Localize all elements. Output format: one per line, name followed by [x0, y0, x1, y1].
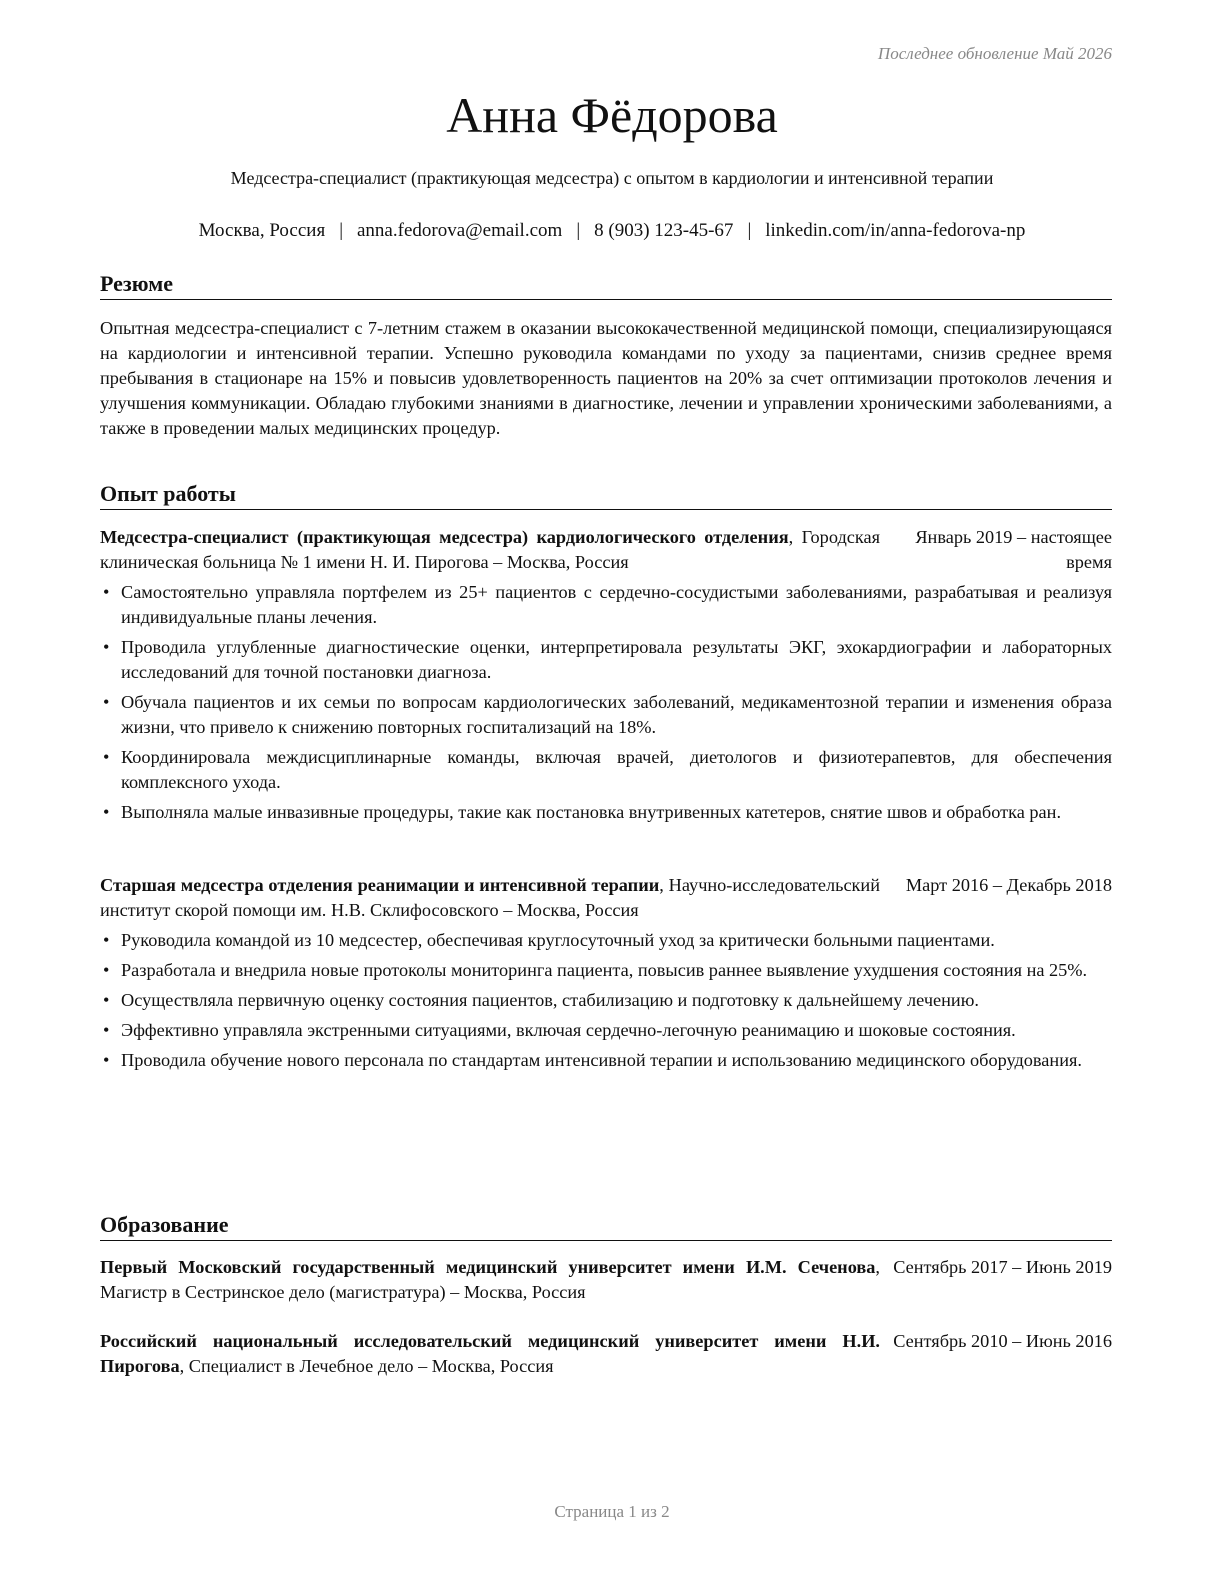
education-entry [100, 1329, 1112, 1379]
job-place: , Городская клиническая больница № 1 имени Н. И. Пирогова – Москва, Россия [100, 527, 880, 572]
experience-heading: Опыт работы [100, 480, 1112, 510]
bullet-icon: • [103, 802, 110, 822]
list-item: • Руководила командой из 10 медсестер, обеспечивая круглосуточный уход за критически больными пациентами. [100, 928, 1112, 953]
bullet-icon: • [103, 692, 110, 712]
list-item: • Осуществляла первичную оценку состояния пациентов, стабилизацию и подготовку к дальнейшему лечению. [100, 988, 1112, 1013]
list-item: • Самостоятельно управляла портфелем из 25+ пациентов с сердечно-сосудистыми заболеваниями, разрабатывая и реализуя индивидуальные планы лечения. [103, 582, 1112, 627]
school-name: Российский национальный исследовательский медицинский университет имени Н.И. Пирогова [100, 1331, 880, 1376]
school-name: Первый Московский государственный медицинский университет имени И.М. Сеченова [100, 1257, 876, 1277]
bullet-icon: • [103, 637, 110, 657]
bullet-icon: • [103, 747, 110, 767]
job-bullets [100, 580, 1112, 830]
list-item: • Разработала и внедрила новые протоколы мониторинга пациента, повысив раннее выявление ухудшения состояния на 25%. [100, 958, 1112, 983]
job-dates: Январь 2019 – настоящее время [915, 527, 1112, 572]
linkedin-link[interactable]: linkedin.com/in/anna-fedorova-np [765, 220, 1026, 241]
job-position: Старшая медсестра отделения реанимации и интенсивной терапии [100, 875, 660, 895]
email-link[interactable]: anna.fedorova@email.com [357, 220, 563, 241]
person-name: Анна Фёдорова [446, 87, 778, 143]
education-entry [100, 1255, 1112, 1305]
list-item: • Эффективно управляла экстренными ситуациями, включая сердечно-легочную реанимацию и шоковые состояния. [100, 1018, 1112, 1043]
bullet-icon: • [103, 1020, 110, 1040]
education-dates: Сентябрь 2010 – Июнь 2016 [893, 1331, 1112, 1351]
separator: | [747, 220, 752, 241]
summary-heading: Резюме [100, 270, 1112, 300]
job-entry [100, 873, 1112, 923]
summary-text: Опытная медсестра-специалист с 7-летним стажем в оказании высококачественной медицинской помощи, специализирующаяся на кардиологии и интенсивной терапии. Успешно руководила командами по уходу за пациентами, снизив среднее время пребывания в стационаре на 15% и повысив удовлетворенность пациентов на 20% за счет оптимизации протоколов лечения и улучшения коммуникации. Обладаю глубокими знаниями в диагностике, лечении и управлении хроническими заболеваниями, а также в проведении малых медицинских процедур. [100, 318, 1112, 438]
separator: | [576, 220, 581, 241]
list-item: • Координировала междисциплинарные команды, включая врачей, диетологов и физиотерапевтов, для обеспечения комплексного ухода. [103, 747, 1112, 792]
bullet-icon: • [103, 1050, 110, 1070]
list-item: • Проводила обучение нового персонала по стандартам интенсивной терапии и использованию медицинского оборудования. [100, 1048, 1112, 1073]
bullet-icon: • [103, 930, 110, 950]
degree-detail: , Магистр в Сестринское дело (магистратура) – Москва, Россия [100, 1257, 880, 1302]
headline: Медсестра-специалист (практикующая медсестра) с опытом в кардиологии и интенсивной терапии [230, 168, 994, 188]
phone-number: 8 (903) 123-45-67 [594, 220, 734, 241]
list-item: • Проводила углубленные диагностические оценки, интерпретировала результаты ЭКГ, эхокардиографии и лабораторных исследований для точной постановки диагноза. [103, 637, 1112, 682]
job-entry [100, 525, 1112, 575]
education-dates: Сентябрь 2017 – Июнь 2019 [893, 1257, 1112, 1277]
bullet-icon: • [103, 582, 110, 602]
job-place: , Научно-исследовательский институт скорой помощи им. Н.В. Склифосовского – Москва, Россия [100, 875, 881, 920]
last-updated: Последнее обновление Май 2026 [877, 44, 1112, 63]
job-position: Медсестра-специалист (практикующая медсестра) кардиологического отделения [100, 527, 789, 547]
separator: | [339, 220, 343, 241]
list-item: • Обучала пациентов и их семьи по вопросам кардиологических заболеваний, медикаментозной терапии и изменения образа жизни, что привело к снижению повторных госпитализаций на 18%. [103, 692, 1112, 737]
list-item: • Выполняла малые инвазивные процедуры, такие как постановка внутривенных катетеров, снятие швов и обработка ран. [100, 800, 1112, 825]
page-number: Страница 1 из 2 [554, 1502, 670, 1521]
degree-detail: , Специалист в Лечебное дело – Москва, Россия [179, 1356, 554, 1376]
bullet-icon: • [103, 960, 110, 980]
contact-line [0, 220, 1224, 242]
job-dates: Март 2016 – Декабрь 2018 [905, 875, 1112, 895]
location: Москва, Россия [198, 220, 326, 241]
bullet-icon: • [103, 990, 110, 1010]
job-bullets [100, 928, 1112, 1078]
education-heading: Образование [100, 1211, 1112, 1241]
